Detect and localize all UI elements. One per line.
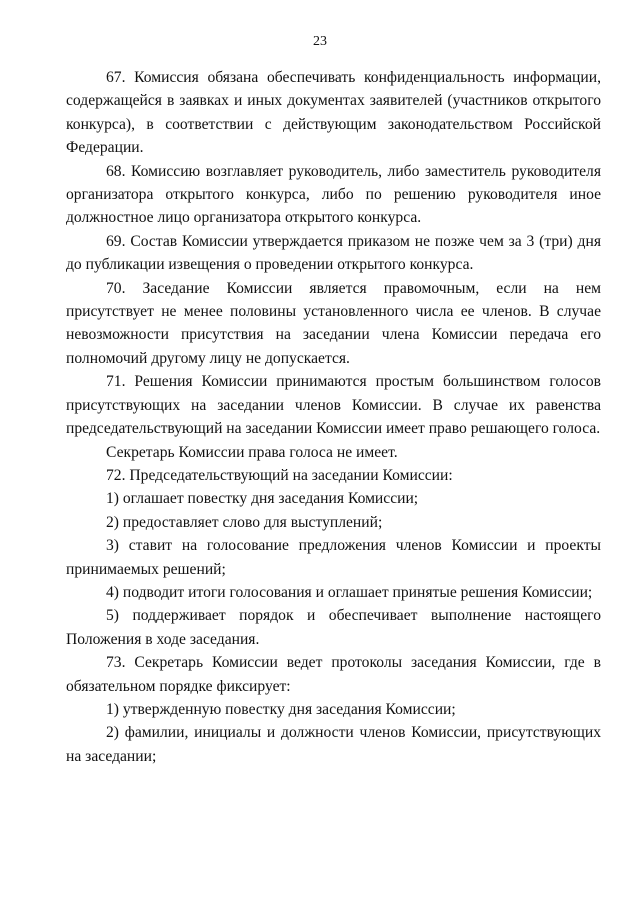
document-body	[66, 66, 601, 768]
paragraph-72-item-2: 2) предоставляет слово для выступлений;	[106, 513, 383, 531]
paragraph-69: 69. Состав Комиссии утверждается приказом не позже чем за 3 (три) дня до публикации извещения о проведении открытого конкурса.	[66, 232, 601, 274]
paragraph-72-item-3: 3) ставит на голосование предложения членов Комиссии и проекты принимаемых решений;	[66, 537, 601, 578]
page-number: 23	[313, 34, 327, 49]
paragraph-secretary-vote: Секретарь Комиссии права голоса не имеет.	[106, 443, 398, 461]
paragraph-67: 67. Комиссия обязана обеспечивать конфиденциальность информации, содержащейся в заявках и иных документах заявителей (участников открытого конкурса), в соответствии с действующим законодательством Российской Федерации.	[66, 69, 601, 157]
paragraph-68: 68. Комиссию возглавляет руководитель, либо заместитель руководителя организатора открытого конкурса, либо по решению руководителя иное должностное лицо организатора открытого конкурса.	[66, 162, 601, 227]
paragraph-72-item-4: 4) подводит итоги голосования и оглашает принятые решения Комиссии;	[106, 583, 593, 601]
paragraph-72-item-1: 1) оглашает повестку дня заседания Комиссии;	[106, 490, 419, 508]
paragraph-71: 71. Решения Комиссии принимаются простым большинством голосов присутствующих на заседании членов Комиссии. В случае их равенства председательствующий на заседании Комиссии имеет право решающего голоса.	[66, 373, 601, 438]
paragraph-73-item-1: 1) утвержденную повестку дня заседания Комиссии;	[106, 700, 456, 718]
paragraph-72-item-5: 5) поддерживает порядок и обеспечивает выполнение настоящего Положения в ходе заседания.	[66, 607, 601, 648]
paragraph-73: 73. Секретарь Комиссии ведет протоколы заседания Комиссии, где в обязательном порядке фиксирует:	[66, 654, 601, 695]
paragraph-70: 70. Заседание Комиссии является правомочным, если на нем присутствует не менее половины установленного числа ее членов. В случае невозможности присутствия на заседании члена Комиссии передача его полномочий другому лицу не допускается.	[66, 279, 601, 367]
paragraph-72: 72. Председательствующий на заседании Комиссии:	[106, 466, 453, 484]
paragraph-73-item-2: 2) фамилии, инициалы и должности членов Комиссии, присутствующих на заседании;	[66, 724, 601, 765]
